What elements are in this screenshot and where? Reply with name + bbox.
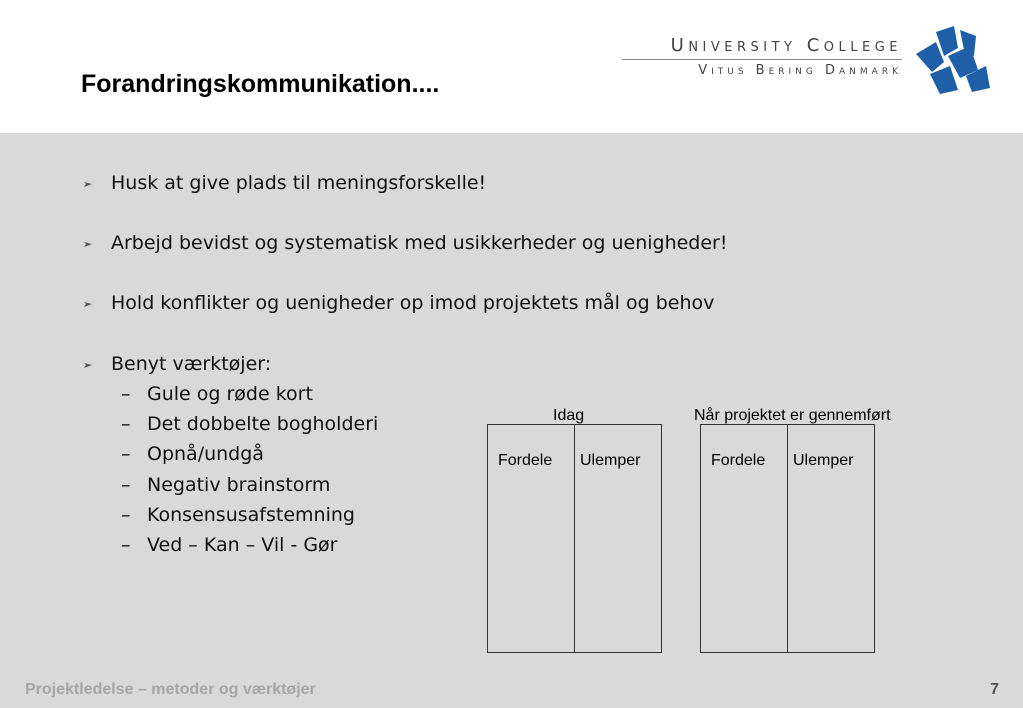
sub-item	[121, 413, 378, 435]
slide-header	[0, 0, 1023, 133]
sub-item	[121, 474, 330, 496]
page-number: 7	[990, 681, 999, 698]
sub-item-dash: –	[121, 534, 131, 556]
bullet-item: Hold konflikter og uenigheder op imod projektets mål og behov	[111, 292, 715, 314]
column-header-ulemper: Ulemper	[793, 452, 854, 469]
table-caption-gennemfoert: Når projektet er gennemført	[694, 407, 891, 424]
sub-item	[121, 504, 355, 526]
brand-subtitle: Vitus Bering Danmark	[698, 63, 902, 78]
bullet-item: Husk at give plads til meningsforskelle!	[111, 172, 487, 194]
sub-item	[121, 534, 337, 556]
sub-item-dash: –	[121, 474, 131, 496]
column-header-fordele: Fordele	[711, 452, 766, 469]
table-caption-idag: Idag	[553, 407, 585, 424]
bullet-item: Arbejd bevidst og systematisk med usikkerheder og uenigheder!	[111, 232, 728, 254]
bullet-arrow-icon	[84, 300, 92, 308]
brand-name: University College	[670, 35, 902, 56]
brand-divider	[622, 59, 902, 60]
sub-item-label: Det dobbelte bogholderi	[147, 413, 379, 435]
sub-item-label: Negativ brainstorm	[147, 474, 331, 496]
sub-item-dash: –	[121, 383, 131, 405]
page-title: Forandringskommunikation....	[81, 70, 440, 98]
bullet-arrow-icon	[84, 240, 92, 248]
table-divider	[787, 425, 788, 652]
sub-item-label: Ved – Kan – Vil - Gør	[147, 534, 338, 556]
bullet-arrow-icon	[84, 180, 92, 188]
sub-item-dash: –	[121, 504, 131, 526]
sub-item-label: Konsensusafstemning	[147, 504, 355, 526]
sub-item-label: Opnå/undgå	[147, 443, 264, 465]
pros-cons-table-idag	[487, 424, 662, 653]
table-divider	[574, 425, 575, 652]
column-header-ulemper: Ulemper	[580, 452, 641, 469]
sub-item-label: Gule og røde kort	[147, 383, 313, 405]
sub-item-dash: –	[121, 413, 131, 435]
bullet-item: Benyt værktøjer:	[111, 353, 272, 375]
sails-logo-icon	[914, 26, 990, 96]
pros-cons-table-gennemfoert	[700, 424, 875, 653]
sub-item	[121, 443, 264, 465]
bullet-arrow-icon	[84, 361, 92, 369]
sub-item-dash: –	[121, 443, 131, 465]
footer-course-title: Projektledelse – metoder og værktøjer	[25, 681, 316, 698]
sub-item	[121, 383, 313, 405]
column-header-fordele: Fordele	[498, 452, 553, 469]
